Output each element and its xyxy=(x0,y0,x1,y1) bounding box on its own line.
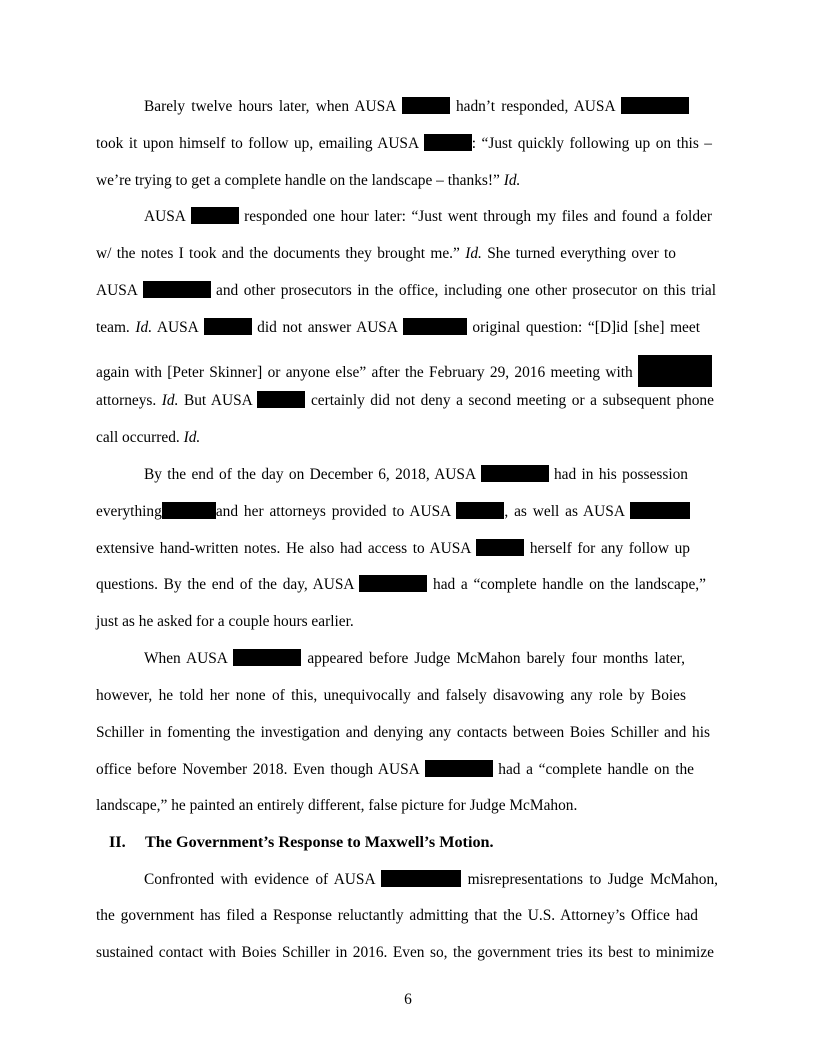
heading-number: II. xyxy=(109,833,126,851)
body-line xyxy=(144,97,689,117)
body-line xyxy=(96,796,712,816)
text-run: and her attorneys provided to AUSA xyxy=(215,503,451,520)
redaction-block xyxy=(403,318,467,335)
text-run: original question: “[D]id [she] meet xyxy=(472,319,700,336)
citation: Id. xyxy=(161,392,179,409)
text-run: certainly did not deny a second meeting or a subsequent phone xyxy=(310,392,714,409)
text-run: w/ the notes I took and the documents they brought me.” xyxy=(96,245,460,262)
text-run: extensive hand-written notes. He also had access to AUSA xyxy=(96,540,471,557)
citation: Id. xyxy=(135,319,153,336)
text-run: Barely twelve hours later, when AUSA xyxy=(144,98,396,115)
redaction-block xyxy=(481,465,549,482)
redaction-block xyxy=(402,97,450,114)
redaction-block xyxy=(424,134,472,151)
text-run: and other prosecutors in the office, including one other prosecutor on this trial xyxy=(216,282,716,299)
text-run: herself for any follow up xyxy=(529,540,690,557)
redaction-block xyxy=(204,318,252,335)
text-run: hadn’t responded, AUSA xyxy=(455,98,615,115)
redaction-block xyxy=(381,870,461,887)
redaction-block xyxy=(143,281,211,298)
body-line xyxy=(96,943,714,963)
text-run: AUSA xyxy=(144,208,186,225)
redaction-block xyxy=(191,207,239,224)
text-run: landscape,” he painted an entirely different, false picture for Judge McMahon. xyxy=(96,797,578,814)
body-line xyxy=(96,171,712,191)
redaction-block xyxy=(476,539,524,556)
body-line xyxy=(96,134,712,154)
body-line xyxy=(144,649,685,669)
section-heading xyxy=(109,832,494,852)
text-run: took it upon himself to follow up, emailing AUSA xyxy=(96,135,419,152)
redaction-block xyxy=(621,97,689,114)
heading-title: The Government’s Response to Maxwell’s Motion. xyxy=(145,833,494,851)
body-line xyxy=(144,465,688,485)
redaction-block xyxy=(638,355,712,387)
text-run: questions. By the end of the day, AUSA xyxy=(96,576,354,593)
text-run: But AUSA xyxy=(183,392,252,409)
body-line xyxy=(96,502,690,522)
text-run: AUSA xyxy=(156,319,198,336)
text-run: team. xyxy=(96,319,130,336)
body-line xyxy=(96,428,712,448)
text-run: we’re trying to get a complete handle on the landscape – thanks!” xyxy=(96,172,500,189)
text-run: office before November 2018. Even though AUSA xyxy=(96,761,419,778)
text-run: She turned everything over to xyxy=(487,245,676,262)
text-run: attorneys. xyxy=(96,392,157,409)
text-run: Schiller in fomenting the investigation and denying any contacts between Boies Schiller and his xyxy=(96,724,710,741)
text-run: did not answer AUSA xyxy=(257,319,398,336)
text-run: call occurred. xyxy=(96,429,180,446)
body-line xyxy=(96,355,712,387)
text-run: When AUSA xyxy=(144,650,228,667)
citation: Id. xyxy=(465,245,482,262)
body-line xyxy=(96,906,698,926)
text-run: , as well as AUSA xyxy=(504,503,625,520)
redaction-block xyxy=(233,649,301,666)
body-line xyxy=(96,612,712,632)
text-run: By the end of the day on December 6, 2018, AUSA xyxy=(144,466,476,483)
body-line xyxy=(96,281,716,301)
text-run: had in his possession xyxy=(553,466,688,483)
redaction-block xyxy=(162,502,216,519)
page-number: 6 xyxy=(404,991,412,1008)
body-line xyxy=(96,244,676,264)
body-line xyxy=(96,391,714,411)
redaction-block xyxy=(257,391,305,408)
text-run: everything xyxy=(96,503,162,520)
redaction-block xyxy=(359,575,427,592)
text-run: responded one hour later: “Just went through my files and found a folder xyxy=(244,208,712,225)
text-run: just as he asked for a couple hours earlier. xyxy=(96,613,354,630)
text-run: sustained contact with Boies Schiller in 2016. Even so, the government tries its best to minimize xyxy=(96,944,714,961)
text-run: the government has filed a Response reluctantly admitting that the U.S. Attorney’s Office had xyxy=(96,907,698,924)
text-run: had a “complete handle on the landscape,” xyxy=(433,576,706,593)
text-run: Confronted with evidence of AUSA xyxy=(144,871,375,888)
redaction-block xyxy=(425,760,493,777)
body-line xyxy=(96,575,706,595)
text-run: appeared before Judge McMahon barely four months later, xyxy=(307,650,685,667)
body-line xyxy=(144,207,712,227)
text-run: : “Just quickly following up on this – xyxy=(471,135,713,152)
text-run: had a “complete handle on the xyxy=(498,761,694,778)
citation: Id. xyxy=(183,429,201,446)
body-line xyxy=(96,318,700,338)
body-line xyxy=(96,686,686,706)
text-run: again with [Peter Skinner] or anyone else” after the February 29, 2016 meeting with xyxy=(96,364,633,381)
citation: Id. xyxy=(503,172,521,189)
text-run: misrepresentations to Judge McMahon, xyxy=(467,871,718,888)
body-line xyxy=(96,539,690,559)
body-line xyxy=(96,723,710,743)
body-line xyxy=(96,760,694,780)
redaction-block xyxy=(630,502,690,519)
redaction-block xyxy=(456,502,504,519)
text-run: however, he told her none of this, unequivocally and falsely disavowing any role by Boies xyxy=(96,687,686,704)
text-run: AUSA xyxy=(96,282,138,299)
body-line xyxy=(144,870,718,890)
